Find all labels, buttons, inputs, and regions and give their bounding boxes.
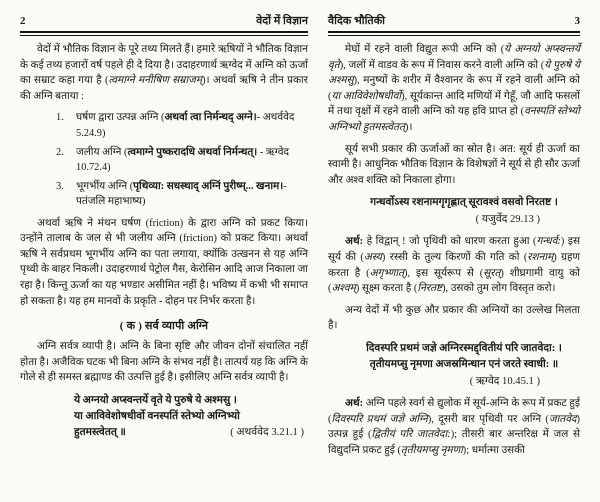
- verse-line: या आविवेशोषधीर्वो वनस्पतिं स्तेभ्यो अग्निभ्यो: [74, 410, 240, 422]
- running-header-right: [328, 14, 580, 28]
- text-run: वेदों में भौतिक विज्ञान के पूरे तथ्य मिलते हैं। हमारे ऋषियों ने भौतिक विज्ञान के कई तथ्य हजारों वर्ष पहले ही दे दिया है। उदाहरणार्थ ऋग्वेद में अग्नि को ऊर्जा का सम्राट कहा गया है (: [20, 44, 308, 87]
- text-run: )। अथर्वा ऋषि ने तीन प्रकार की अग्नि बताया :: [20, 75, 308, 102]
- page-right: [318, 0, 600, 502]
- paragraph-meaning: [328, 396, 580, 458]
- list-item: [56, 145, 308, 175]
- text-run: निरतष्ट: [417, 283, 443, 295]
- text-run: ), मनुष्यों के शरीर में वैश्वानर के रूप में रहने वाली अग्नि को (: [328, 75, 580, 102]
- verse-block: [362, 341, 566, 390]
- text-run: जातवेद: [548, 413, 577, 425]
- verse-line: हुतमस्त्वेतत् ॥: [74, 426, 126, 438]
- text-run: हे विद्वान् ! जो पृथिवी को धारण करता हुआ (: [363, 236, 537, 248]
- text-run: गन्धर्व:: [536, 236, 561, 248]
- text-run: ) सूक्ष्म करता है (: [355, 283, 418, 295]
- running-title: वेदों में विज्ञान: [256, 15, 308, 27]
- ordered-list: [56, 110, 308, 209]
- text-run: - पतंजलि महाभाष्य): [76, 181, 287, 208]
- verse-block: [74, 393, 304, 441]
- text-run: अस्य: [363, 251, 382, 263]
- header-rule: [20, 31, 308, 36]
- text-run: ), उसको तुम लोग विस्तृत करो।: [442, 283, 556, 295]
- page-right-body: [328, 42, 580, 458]
- text-run: अश्वम्: [331, 283, 356, 295]
- text-run: ) उत्पन्न हुई (: [328, 413, 580, 441]
- list-item-text: [76, 110, 308, 140]
- text-run: - ऋग्वेद 10.72.4): [76, 146, 289, 173]
- text-run: अग्नि सर्वत्र व्यापी है। अग्नि के बिना सृष्टि और जीवन दोनों संचालित नहीं होता है। अजैविक घटक भी बिना अग्नि के संभव नहीं है। तात्पर्य यह कि अग्नि के गोले से ही समस्त ब्रह्माण्ड की उत्पत्ति हुई है। इसीलिए अग्नि सर्वत्र व्यापी है।: [20, 341, 308, 384]
- text-run: अगृभ्णात्: [369, 267, 405, 279]
- verse-line: दिवस्परि प्रथमं जज्ञे अग्निरस्मद्द्वितीयं परि जातवेदा: ।: [366, 342, 562, 354]
- text-run: ); तीसरी बार अन्तरिक्ष में जल से विद्युदग्नि प्रकट हुई (: [328, 429, 580, 456]
- list-item: [56, 110, 308, 140]
- verse-line: ये अग्नयो अप्स्वन्तर्ये वृते ये पुरुषे ये अश्मसु ।: [74, 394, 237, 406]
- paragraph: [328, 42, 580, 136]
- text-run: त्वमाग्ने पुष्करादधि अथर्वा निर्मन्थत्।: [127, 146, 258, 158]
- text-run: ) शीघ्रगामी वायु को (: [328, 267, 580, 295]
- text-run: मेघों में रहने वाली विद्युत रूपी अग्नि को (: [345, 44, 505, 55]
- text-run: अथर्वा त्वा निर्मन्थद् अग्ने।: [164, 112, 257, 124]
- text-run: दिवस्परि प्रथमं जज्ञे अग्नि: [331, 413, 428, 425]
- text-run: ), दूसरी बार पृथिवी पर अग्नि (: [427, 413, 549, 425]
- text-run: )।: [405, 121, 413, 133]
- text-run: त्वमाग्ने मनीषिण सम्राजम्: [108, 75, 203, 87]
- page-number: 3: [574, 15, 580, 27]
- text-run: ) इस सूर्य की (: [328, 236, 580, 263]
- text-run: ये पुरुषे ये अश्मसु: [328, 59, 580, 87]
- text-run: या आविवेशोषधीर्वो: [331, 90, 402, 102]
- text-run: - अथर्ववेद 5.24.9): [76, 112, 295, 139]
- page-left-body: [20, 42, 308, 441]
- verse-reference: ( अथर्ववेद 3.21.1 ): [230, 426, 304, 438]
- text-run: जलीय अग्नि (: [76, 146, 128, 158]
- text-run: द्वितीयं परि जातवेदा:: [371, 429, 451, 441]
- paragraph: [328, 142, 580, 189]
- list-item-text: [76, 145, 308, 175]
- page-number: 2: [20, 15, 26, 27]
- verse-reference: ( यजुर्वेद 29.13 ): [475, 214, 540, 226]
- text-run: ); धर्मात्मा उसकी: [462, 444, 525, 456]
- running-title: वैदिक भौतिकी: [328, 15, 386, 27]
- verse-block: [362, 195, 566, 228]
- text-run: भूगर्भीय अग्नि (: [76, 181, 134, 193]
- text-run: अन्य वेदों में भी कुछ और प्रकार की अग्नियों का उल्लेख मिलता है।: [328, 304, 580, 332]
- paragraph-meaning: [328, 234, 580, 296]
- list-item: [56, 179, 308, 209]
- text-run: ), इस सूर्यरूप से (: [404, 267, 484, 279]
- verse-last-line: [74, 425, 304, 441]
- paragraph: [20, 216, 308, 310]
- text-run: ये अग्नयो अप्स्वन्तर्ये वृते: [328, 44, 580, 71]
- text-run: घर्षण द्वारा उत्पन्न अग्नि (: [76, 112, 165, 124]
- section-heading: ( क ) सर्व व्यापी अग्नि: [119, 320, 209, 333]
- text-run: सूर्य सभी प्रकार की ऊर्जाओं का स्रोत है। अत: सूर्य ही ऊर्जा का स्वामी है। आधुनिक भौतिक विज्ञान के विशेषज्ञों ने सूर्य से ही सौर ऊर्जा और अश्व शक्ति को निकाला होगा।: [328, 143, 580, 186]
- verse-reference: ( ऋग्वेद 10.45.1 ): [469, 375, 540, 387]
- paragraph: [20, 42, 308, 104]
- text-run: सूरत्: [483, 267, 501, 279]
- verse-line: गन्धर्वोऽस्य रशनामगृगृह्णात् सूरावश्वं वसवो निरतष्ट ।: [370, 197, 558, 209]
- list-item-number: 3.: [56, 181, 64, 193]
- text-run: तृतीयमप्सु नृमणा: [400, 444, 463, 456]
- paragraph: [20, 339, 308, 386]
- text-run: अर्थ:: [345, 397, 364, 409]
- text-run: पृथिव्या: सधस्थाद् अग्निं पुरीष्म्... खनाम।: [133, 181, 284, 193]
- text-run: ) ग्रहण करता है (: [328, 251, 580, 279]
- text-run: रशनाम्: [527, 251, 554, 263]
- header-rule: [328, 31, 580, 36]
- text-run: अर्थ:: [345, 236, 364, 248]
- list-item-number: 2.: [56, 146, 64, 158]
- list-item-number: 1.: [56, 112, 64, 124]
- text-run: ), सूर्यकान्त आदि मणियों में गेहूँ, जौ आदि फसलों में तथा वृक्षों में रहने वाली अग्नि को यह हवि प्राप्त हो (: [328, 90, 581, 118]
- text-run: वनस्पतिं स्तेभ्यो अग्निभ्यो हुतमस्त्वेतत्: [328, 106, 580, 133]
- verse-line: तृतीयमप्सु नृमणा अजस्रमिन्धान एनं जरते स्वाधी: ॥: [369, 358, 559, 370]
- text-run: ) रस्सी के तुल्य किरणों की गति को (: [381, 251, 528, 263]
- text-run: अग्नि पहले स्वर्ग से द्युलोक में सूर्य-अग्नि के रूप में प्रकट हुई (: [328, 397, 580, 425]
- running-header-left: [20, 14, 308, 28]
- text-run: ), जलों में वाडव के रूप में निवास करने वाली अग्नि को (: [339, 59, 545, 71]
- paragraph: [328, 303, 580, 334]
- text-run: अथर्वा ऋषि ने मंथन घर्षण (friction) के द्वारा अग्नि को प्रकट किया। उन्होंने तालाब के जल से भी जलीय अग्नि (friction) को प्रकट किया। अथर्वा ऋषि ने सर्वप्रथम भूगर्भीय अग्नि का पता लगाया, क्योंकि उत्खनन से यह अग्नि पृथ्वी के बाहर निकली। उदाहरणार्थ पेट्रोल गैस, केरोसिन आदि आज निकाला जा रहा है। किन्तु ऊर्जा का यह भण्डार असीमित नहीं है। भविष्य में कभी भी समाप्त हो सकता है। यह हम मानवों के प्रकृति - दोहन पर निर्भर करता है।: [20, 217, 308, 307]
- list-item-text: [76, 179, 308, 209]
